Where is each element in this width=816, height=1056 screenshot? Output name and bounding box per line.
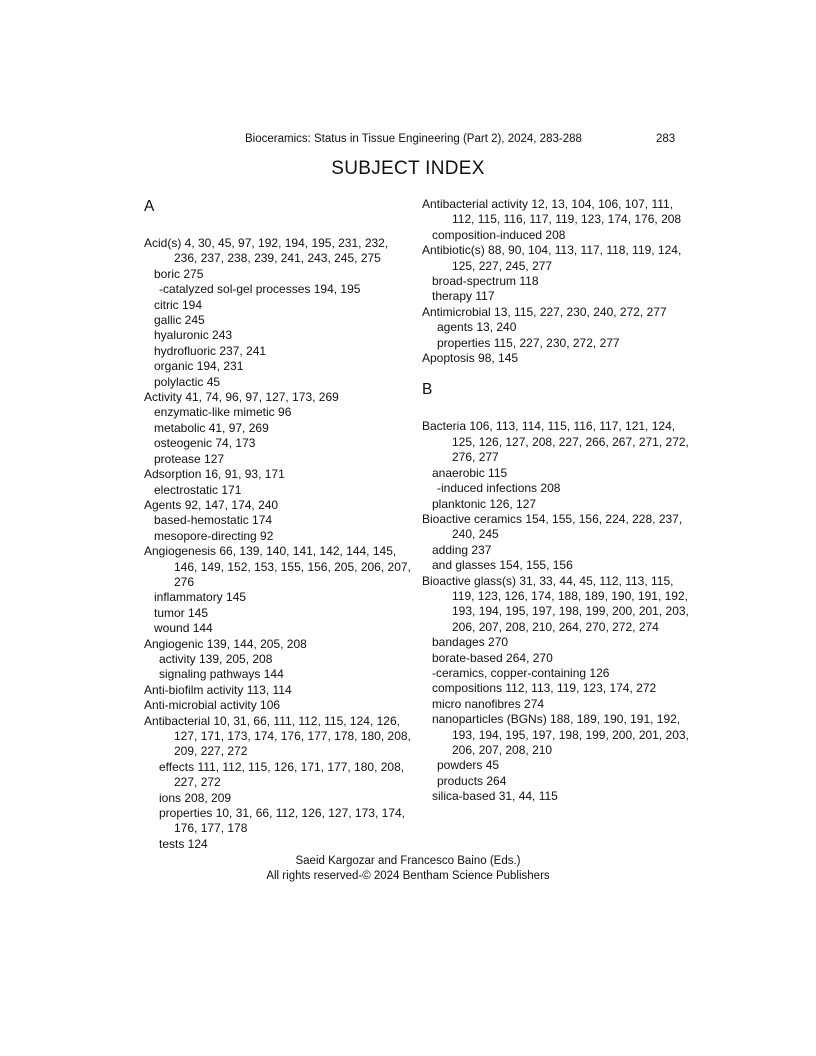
index-subentry: powders 45 [437, 758, 500, 773]
index-entry: Agents 92, 147, 174, 240 [144, 497, 279, 512]
index-entry: Apoptosis 98, 145 [422, 351, 519, 366]
index-subentry: planktonic 126, 127 [432, 496, 537, 511]
index-subentry: tumor 145 [154, 605, 209, 620]
index-subentry: effects 111, 112, 115, 126, 171, 177, 180, 208, 227, 272 [159, 759, 405, 790]
index-subentry: agents 13, 240 [437, 320, 517, 335]
index-subentry: mesopore-directing 92 [154, 528, 274, 543]
index-subentry: electrostatic 171 [154, 482, 242, 497]
index-entry: Antibacterial 10, 31, 66, 111, 112, 115, 124, 126, 127, 171, 173, 174, 176, 177, 178, 180, 208, 209, 227, 272 [144, 713, 411, 759]
running-header-title: Bioceramics: Status in Tissue Engineering (Part 2), 2024, 283-288 [245, 133, 582, 145]
index-subentry: -ceramics, copper-containing 126 [432, 665, 610, 680]
index-subentry: activity 139, 205, 208 [159, 651, 273, 666]
index-subentry: micro nanofibres 274 [432, 696, 545, 711]
index-subentry: signaling pathways 144 [159, 667, 284, 682]
index-subentry: anaerobic 115 [432, 465, 508, 480]
index-subentry: hydrofluoric 237, 241 [154, 343, 267, 358]
index-subentry: nanoparticles (BGNs) 188, 189, 190, 191, 192, 193, 194, 195, 197, 198, 199, 200, 201, 203, 206, 207, 208, 210 [432, 712, 689, 757]
index-subentry: therapy 117 [432, 289, 495, 304]
index-subentry: broad-spectrum 118 [432, 274, 539, 289]
index-subentry: silica-based 31, 44, 115 [432, 789, 558, 804]
index-subentry: ions 208, 209 [159, 790, 232, 805]
index-subentry: bandages 270 [432, 635, 509, 650]
footer-editors: Saeid Kargozar and Francesco Baino (Eds.) [295, 855, 521, 867]
page-number: 283 [656, 133, 676, 145]
index-subentry: protease 127 [154, 451, 225, 466]
index-subentry: properties 115, 227, 230, 272, 277 [437, 335, 620, 350]
index-subentry: products 264 [437, 773, 507, 788]
index-subentry: boric 275 [154, 266, 204, 281]
section-spacer [422, 366, 692, 380]
index-subentry: tests 124 [159, 836, 208, 851]
index-entry: Antibacterial activity 12, 13, 104, 106, 107, 111, 112, 115, 116, 117, 119, 123, 174, 176, 208 [422, 197, 682, 227]
index-entry: Acid(s) 4, 30, 45, 97, 192, 194, 195, 231, 232, 236, 237, 238, 239, 241, 243, 245, 275 [144, 236, 389, 266]
index-entry: Antimicrobial 13, 115, 227, 230, 240, 272, 277 [422, 304, 667, 319]
index-subentry: borate-based 264, 270 [432, 650, 553, 665]
index-subentry: -induced infections 208 [437, 481, 561, 496]
index-subentry: compositions 112, 113, 119, 123, 174, 272 [432, 681, 657, 696]
footer-copyright: All rights reserved-© 2024 Bentham Science Publishers [266, 869, 550, 882]
page-title: SUBJECT INDEX [331, 158, 485, 179]
index-subentry: gallic 245 [154, 313, 205, 328]
index-subentry: adding 237 [432, 542, 492, 557]
publisher-footer [0, 854, 816, 883]
index-entry: Bacteria 106, 113, 114, 115, 116, 117, 121, 124, 125, 126, 127, 208, 227, 266, 267, 271, 272, 276, 277 [422, 419, 689, 465]
index-entry: Angiogenic 139, 144, 205, 208 [144, 636, 307, 651]
index-subentry: polylactic 45 [154, 374, 221, 389]
index-subentry: and glasses 154, 155, 156 [432, 558, 573, 573]
index-entry: Bioactive glass(s) 31, 33, 44, 45, 112, 113, 115, 119, 123, 126, 174, 188, 189, 190, 191, 192, 193, 194, 195, 197, 198, 199, 200, 201, 203, 206, 207, 208, 210, 264, 270, 272, 274 [422, 573, 689, 634]
index-subentry: enzymatic-like mimetic 96 [154, 405, 292, 420]
index-entry: Antibiotic(s) 88, 90, 104, 113, 117, 118, 119, 124, 125, 227, 245, 277 [422, 243, 682, 273]
index-column-left [144, 197, 414, 852]
index-entry: Anti-microbial activity 106 [144, 698, 281, 713]
section-letter: B [422, 381, 433, 399]
index-entry: Anti-biofilm activity 113, 114 [144, 682, 292, 697]
index-subentry: properties 10, 31, 66, 112, 126, 127, 173, 174, 176, 177, 178 [159, 806, 405, 836]
index-entry: Angiogenesis 66, 139, 140, 141, 142, 144, 145, 146, 149, 152, 153, 155, 156, 205, 206, 207, 276 [144, 544, 411, 589]
index-column-right [422, 197, 692, 805]
index-subentry: composition-induced 208 [432, 227, 566, 242]
index-subentry: hyaluronic 243 [154, 328, 233, 343]
index-entry: Adsorption 16, 91, 93, 171 [144, 467, 285, 482]
index-subentry: inflammatory 145 [154, 590, 247, 605]
index-entry: Activity 41, 74, 96, 97, 127, 173, 269 [144, 390, 339, 405]
index-subentry: metabolic 41, 97, 269 [154, 420, 269, 435]
index-subentry: wound 144 [154, 621, 213, 636]
index-subentry: -catalyzed sol-gel processes 194, 195 [159, 282, 361, 297]
index-subentry: osteogenic 74, 173 [154, 436, 256, 451]
index-subentry: organic 194, 231 [154, 359, 244, 374]
index-subentry: based-hemostatic 174 [154, 513, 273, 528]
index-entry: Bioactive ceramics 154, 155, 156, 224, 228, 237, 240, 245 [422, 511, 683, 542]
index-subentry: citric 194 [154, 297, 203, 312]
section-letter: A [144, 198, 155, 215]
